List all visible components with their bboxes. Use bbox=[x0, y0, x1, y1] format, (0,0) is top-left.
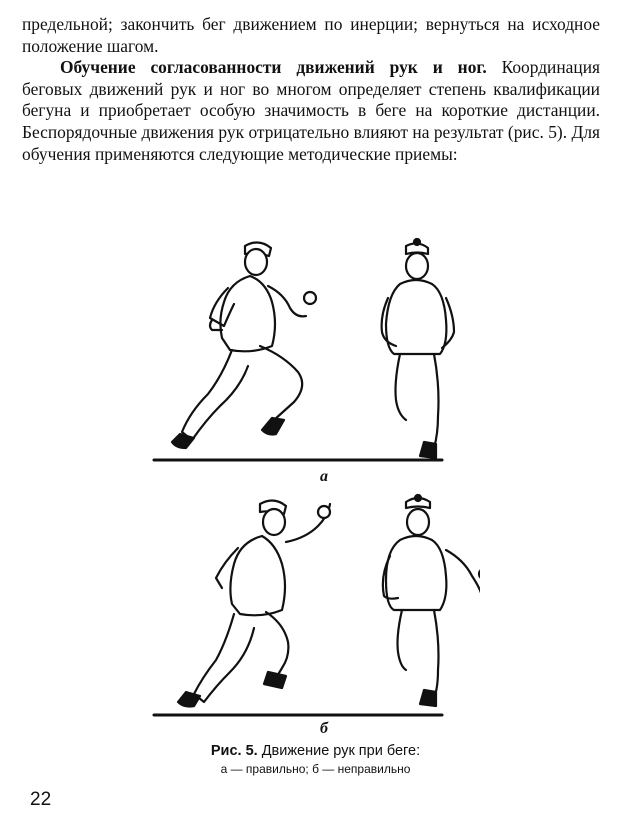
paragraph-continuation: предельной; закончить бег движением по инерции; вернуться на исходное положение шагом. bbox=[22, 14, 600, 56]
runner-illustrations bbox=[150, 228, 480, 728]
caption-title bbox=[0, 743, 631, 759]
body-text bbox=[22, 14, 600, 165]
runner-a-side-figure bbox=[172, 242, 316, 448]
figure-label-b: б bbox=[320, 720, 328, 737]
runner-b-side-figure bbox=[178, 500, 330, 706]
section-heading: Обучение согласованности движений рук и ног. bbox=[60, 57, 487, 78]
figure-label-a: а bbox=[320, 468, 328, 485]
page-number: 22 bbox=[30, 789, 52, 810]
figure-caption bbox=[0, 743, 631, 776]
paragraph-text: Координация беговых движений рук и ног во многом определяет степень квалификации бегуна и приобретает особую значимость в беге на короткие дистанции. Беспорядочные движения рук отрицательно влияют на результат (рис. 5). Для обучения применяются следующие методические приемы: bbox=[22, 57, 600, 164]
caption-legend: а — правильно; б — неправильно bbox=[220, 762, 411, 776]
paragraph-coordination bbox=[22, 57, 600, 165]
caption-text: Движение рук при беге: bbox=[257, 743, 421, 759]
runner-b-front-figure bbox=[383, 495, 480, 706]
figure-arm-movement bbox=[150, 228, 480, 737]
runner-a-front-figure bbox=[382, 239, 454, 458]
caption-number: Рис. 5. bbox=[210, 743, 258, 759]
